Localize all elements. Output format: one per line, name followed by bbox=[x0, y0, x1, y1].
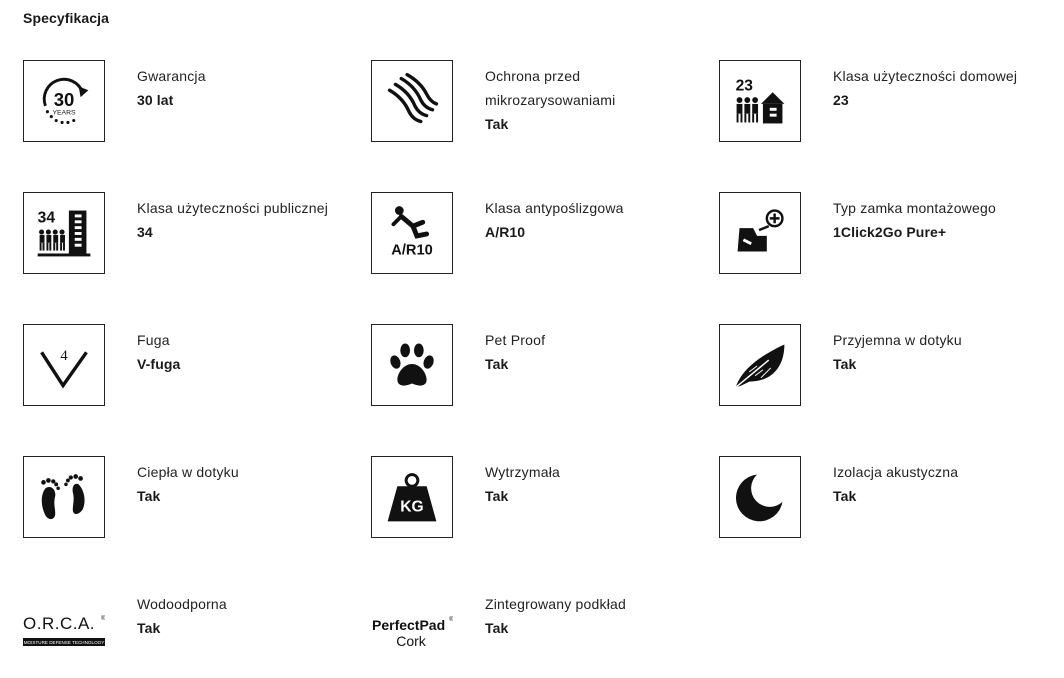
feature-value: Tak bbox=[137, 620, 161, 636]
feature-integrated-underlay bbox=[371, 588, 711, 678]
feature-label: Przyjemna w dotyku Tak bbox=[833, 328, 1033, 376]
svg-text:4: 4 bbox=[60, 348, 68, 365]
public-class-icon bbox=[23, 192, 105, 274]
feature-label: Fuga V-fuga bbox=[137, 328, 337, 376]
orca-logo-icon bbox=[23, 588, 105, 670]
feature-value: Tak bbox=[833, 356, 857, 372]
feature-label: Zintegrowany podkład Tak bbox=[485, 592, 685, 640]
feature-waterproof bbox=[23, 588, 363, 678]
warranty-30-years-icon bbox=[23, 60, 105, 142]
feature-pleasant-touch bbox=[719, 324, 1059, 414]
feature-public-class bbox=[23, 192, 363, 282]
feature-label: Wodoodporna Tak bbox=[137, 592, 337, 640]
feature-warranty bbox=[23, 60, 363, 150]
domestic-class-icon bbox=[719, 60, 801, 142]
feature-label: Izolacja akustyczna Tak bbox=[833, 460, 1033, 508]
feature-scratch-protection bbox=[371, 60, 711, 150]
feature-click-lock bbox=[719, 192, 1059, 282]
feature-domestic-class bbox=[719, 60, 1059, 150]
svg-text:O.R.C.A.: O.R.C.A. bbox=[23, 614, 96, 633]
perfectpad-cork-logo-icon bbox=[371, 588, 453, 670]
feature-label: Pet Proof Tak bbox=[485, 328, 685, 376]
feature-label: Gwarancja 30 lat bbox=[137, 64, 337, 112]
svg-text:PerfectPad: PerfectPad bbox=[372, 617, 446, 633]
feature-value: V-fuga bbox=[137, 356, 181, 372]
svg-text:MOISTURE DEFENSE TECHNOLOGY: MOISTURE DEFENSE TECHNOLOGY bbox=[23, 640, 105, 645]
feature-warm-touch bbox=[23, 456, 363, 546]
feature-label: Klasa antypoślizgowa A/R10 bbox=[485, 196, 685, 244]
svg-text:34: 34 bbox=[37, 209, 56, 227]
click-lock-icon bbox=[719, 192, 801, 274]
feature-value: Tak bbox=[485, 620, 509, 636]
v-groove-icon bbox=[23, 324, 105, 406]
anti-slip-icon bbox=[371, 192, 453, 274]
feature-icon bbox=[719, 324, 801, 406]
svg-text:®: ® bbox=[449, 617, 453, 623]
svg-text:23: 23 bbox=[735, 77, 753, 95]
feature-pet-proof bbox=[371, 324, 711, 414]
feature-label: Wytrzymała Tak bbox=[485, 460, 685, 508]
feature-value: Tak bbox=[485, 488, 509, 504]
svg-text:Cork: Cork bbox=[396, 633, 426, 649]
feature-label: Klasa użyteczności domowej 23 bbox=[833, 64, 1033, 112]
svg-text:YEARS: YEARS bbox=[52, 109, 76, 117]
feature-v-groove bbox=[23, 324, 363, 414]
footprints-icon bbox=[23, 456, 105, 538]
feature-value: Tak bbox=[833, 488, 857, 504]
feature-value: 30 lat bbox=[137, 92, 174, 108]
feature-value: 1Click2Go Pure+ bbox=[833, 224, 947, 240]
svg-text:A/R10: A/R10 bbox=[391, 242, 433, 259]
feature-value: 34 bbox=[137, 224, 153, 240]
feature-anti-slip bbox=[371, 192, 711, 282]
svg-text:30: 30 bbox=[53, 88, 75, 110]
feature-value: Tak bbox=[485, 356, 509, 372]
feature-label: Ochrona przed mikrozarysowaniami Tak bbox=[485, 64, 685, 136]
feature-durable bbox=[371, 456, 711, 546]
feature-value: A/R10 bbox=[485, 224, 526, 240]
svg-text:®: ® bbox=[101, 616, 105, 622]
feature-label: Klasa użyteczności publicznej 34 bbox=[137, 196, 337, 244]
feature-value: Tak bbox=[485, 116, 509, 132]
feature-label: Typ zamka montażowego 1Click2Go Pure+ bbox=[833, 196, 1033, 244]
svg-text:KG: KG bbox=[400, 498, 424, 516]
feature-label: Ciepła w dotyku Tak bbox=[137, 460, 337, 508]
feature-acoustic-insulation bbox=[719, 456, 1059, 546]
scratch-protection-icon bbox=[371, 60, 453, 142]
weight-kg-icon bbox=[371, 456, 453, 538]
moon-icon bbox=[719, 456, 801, 538]
feature-value: Tak bbox=[137, 488, 161, 504]
feature-value: 23 bbox=[833, 92, 849, 108]
paw-icon bbox=[371, 324, 453, 406]
section-title: Specyfikacja bbox=[23, 10, 110, 26]
